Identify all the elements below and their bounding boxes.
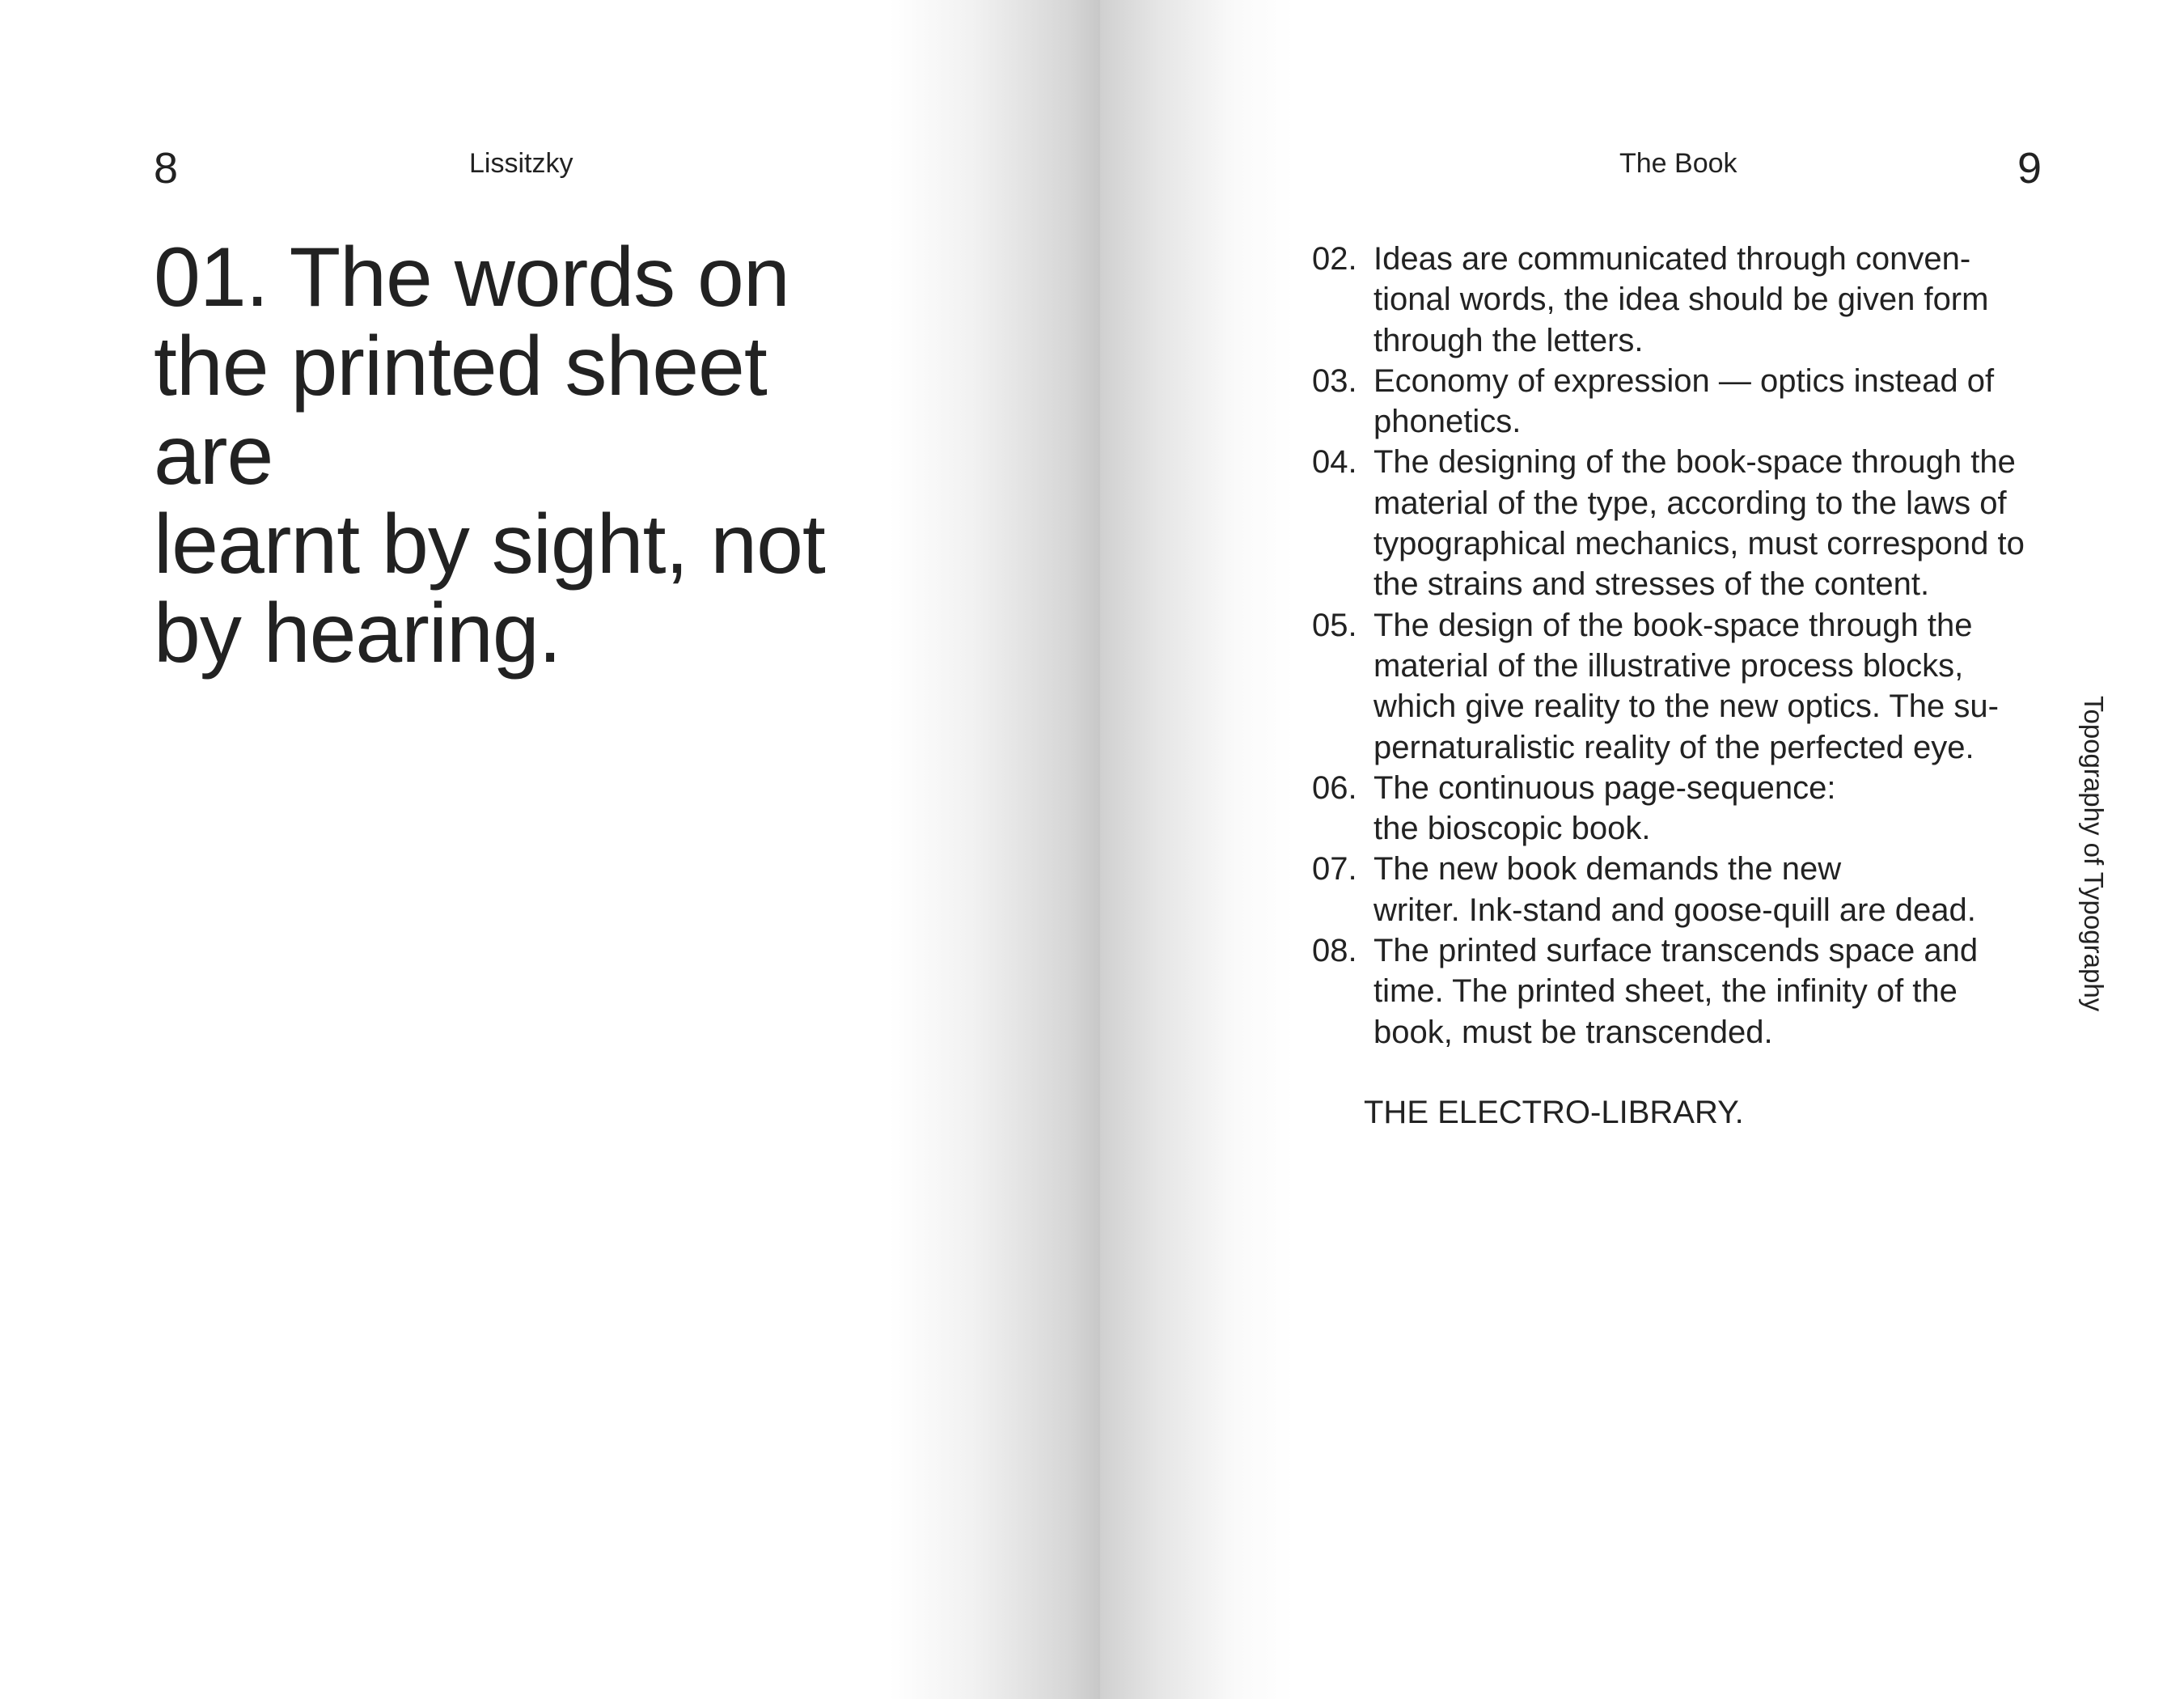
left-running-head: Lissitzky xyxy=(469,148,574,179)
closing-line: THE ELECTRO-LIBRARY. xyxy=(1364,1095,1744,1130)
right-running-head: The Book xyxy=(1619,148,1737,179)
item-number: 05. xyxy=(1312,607,1357,643)
headline-line: 01. The words on xyxy=(154,231,789,324)
item-text: The design of the book-space through the material of the illustrative process blocks, which give reality to the new optics. The su- pernaturalistic reality of the perfected eye. xyxy=(1373,607,1999,765)
gutter-shadow-right xyxy=(1100,0,1294,1699)
item-number: 06. xyxy=(1312,769,1357,806)
left-page-number: 8 xyxy=(154,144,179,193)
list-item xyxy=(1312,768,2056,850)
vertical-book-title: Topography of Typography xyxy=(2079,696,2109,1012)
headline xyxy=(154,233,906,678)
item-text: Economy of expression — optics instead of phonetics. xyxy=(1373,362,1995,440)
list-item xyxy=(1312,442,2056,604)
item-number: 03. xyxy=(1312,362,1357,399)
item-text: The new book demands the new writer. Ink-stand and goose-quill are dead. xyxy=(1373,851,1976,928)
list-item xyxy=(1312,605,2056,768)
item-text: Ideas are communicated through conven- tional words, the idea should be given form through the letters. xyxy=(1373,241,1989,358)
list-item xyxy=(1312,361,2056,443)
item-number: 08. xyxy=(1312,933,1357,969)
headline-line: the printed sheet are xyxy=(154,320,767,502)
list-item xyxy=(1312,239,2056,361)
headline-line: by hearing. xyxy=(154,587,561,680)
gutter-shadow-left xyxy=(890,0,1100,1699)
headline-line: learnt by sight, not xyxy=(154,498,825,591)
list-item xyxy=(1312,930,2056,1053)
item-text: The continuous page-sequence: the bioscopic book. xyxy=(1373,769,1836,847)
item-number: 04. xyxy=(1312,444,1357,481)
right-page-number: 9 xyxy=(2017,144,2042,193)
list-item xyxy=(1312,849,2056,930)
numbered-theses-list xyxy=(1312,239,2056,1053)
item-text: The printed surface transcends space and time. The printed sheet, the infinity of the book, must be transcended. xyxy=(1373,933,1979,1050)
item-text: The designing of the book-space through the material of the type, according to the laws of typographical mechanics, must correspond to the strains and stresses of the content. xyxy=(1373,444,2025,603)
item-number: 07. xyxy=(1312,851,1357,888)
item-number: 02. xyxy=(1312,241,1357,277)
